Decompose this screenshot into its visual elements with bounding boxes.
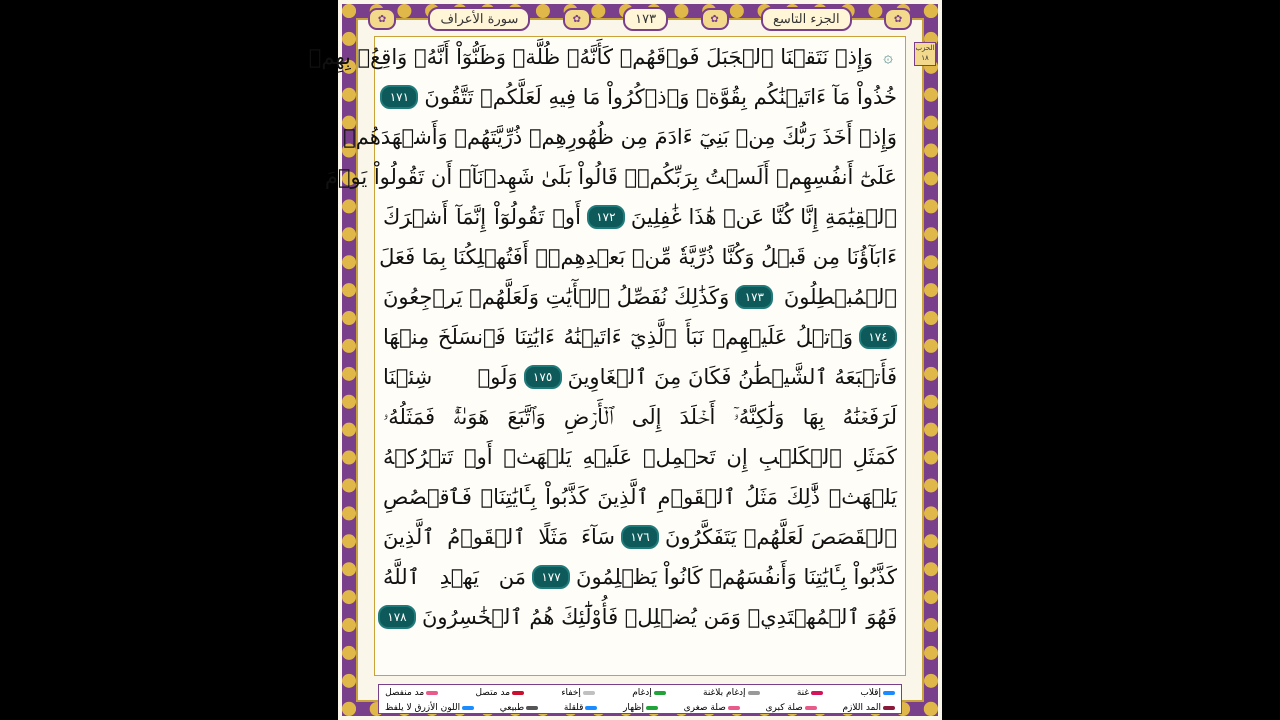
verse-text: كَذَّبُواْ بِـَٔايَٰتِنَا وَأَنفُسَهُمۡ كَانُواْ يَظۡلِمُونَ	[576, 565, 897, 589]
text-line	[375, 77, 905, 117]
legend-item	[385, 703, 474, 713]
text-line	[343, 117, 905, 157]
page-number: ١٧٣	[623, 7, 668, 31]
verse-text: وَكَذَٰلِكَ نُفَصِّلُ ٱلۡأٓيَٰتِ وَلَعَلَّهُمۡ يَرۡجِعُونَ	[383, 285, 730, 309]
legend-label: طبيعي	[499, 702, 525, 713]
legend-swatch	[512, 691, 524, 695]
text-line	[308, 37, 905, 77]
legend-label: إدغام	[632, 687, 652, 698]
legend-item	[842, 703, 895, 713]
ayah-number-marker: ١٧٣	[735, 285, 773, 309]
hizb-marker: الحزب ١٨	[914, 42, 936, 66]
verse-text: خُذُواْ مَآ ءَاتَيۡنَٰكُم بِقُوَّةٖ وَٱذۡكُرُواْ مَا فِيهِ لَعَلَّكُمۡ تَتَّقُونَ	[424, 85, 897, 109]
legend-swatch	[585, 706, 597, 710]
legend-item	[475, 688, 524, 698]
verse-text: عَلَىٰٓ أَنفُسِهِمۡ أَلَسۡتُ بِرَبِّكُمۡۖ قَالُواْ بَلَىٰ شَهِدۡنَآۚ أَن تَقُولُواْ يَوۡمَ	[324, 165, 897, 189]
verse-text: سَآءَ مَثَلًا ٱلۡقَوۡمُ ٱلَّذِينَ	[383, 525, 615, 549]
legend-label: إدغام بلاغنة	[703, 687, 746, 698]
legend-item	[500, 703, 538, 713]
ayah-number-marker: ١٧٦	[621, 525, 659, 549]
legend-item	[632, 688, 666, 698]
verse-text: وَإِذۡ نَتَقۡنَا ٱلۡجَبَلَ فَوۡقَهُمۡ كَأَنَّهُۥ ظُلَّةٞ وَظَنُّوٓاْ أَنَّهُۥ وَاقِعُۢ بِهِمۡ	[308, 45, 873, 69]
legend-label: إظهار	[623, 702, 644, 713]
legend-swatch	[583, 691, 595, 695]
ayah-number-marker: ١٧٢	[587, 205, 625, 229]
legend-item	[623, 703, 658, 713]
legend-swatch	[883, 691, 895, 695]
legend-swatch	[883, 706, 895, 710]
legend-swatch	[728, 706, 740, 710]
mushaf-page	[308, 0, 942, 720]
juz-label: الجزء التاسع	[761, 7, 852, 31]
verse-text: ءَابَآؤُنَا مِن قَبۡلُ وَكُنَّا ذُرِّيَّةٗ مِّنۢ بَعۡدِهِمۡۖ أَفَتُهۡلِكُنَا بِمَا فَعَلَ	[379, 245, 897, 269]
text-line	[375, 517, 905, 557]
legend-label: صلة كبرى	[765, 702, 803, 713]
legend-label: قلقلة	[563, 702, 584, 713]
verse-text: فَأَتۡبَعَهُ ٱلشَّيۡطَٰنُ فَكَانَ مِنَ ٱلۡغَاوِينَ	[567, 365, 897, 389]
tajweed-legend	[378, 684, 902, 714]
ayah-number-marker: ١٧١	[380, 85, 418, 109]
legend-label: المد اللازم	[842, 702, 881, 713]
verse-text: أَوۡ تَقُولُوٓاْ إِنَّمَآ أَشۡرَكَ	[383, 205, 581, 229]
legend-swatch	[748, 691, 760, 695]
legend-label: مد متصل	[475, 687, 511, 698]
legend-item	[684, 703, 740, 713]
text-line	[375, 277, 905, 317]
legend-swatch	[811, 691, 823, 695]
ornament-icon: ✿	[884, 8, 912, 30]
ayah-number-marker: ١٧٤	[859, 325, 897, 349]
ornament-icon: ✿	[563, 8, 591, 30]
text-line	[375, 557, 905, 597]
quran-text-area	[308, 36, 906, 676]
verse-text: مَن يَهۡدِ ٱللَّهُ	[383, 565, 527, 589]
legend-item	[703, 688, 760, 698]
legend-item	[564, 703, 598, 713]
legend-label: غنة	[796, 687, 810, 698]
text-line	[375, 357, 905, 397]
ayah-number-marker: ١٧٧	[532, 565, 570, 589]
verse-text: فَهُوَ ٱلۡمُهۡتَدِيۖ وَمَن يُضۡلِلۡ فَأُوْلَٰٓئِكَ هُمُ ٱلۡخَٰسِرُونَ	[421, 605, 897, 629]
text-line	[375, 317, 905, 357]
verse-text: وَإِذۡ أَخَذَ رَبُّكَ مِنۢ بَنِيٓ ءَادَمَ مِن ظُهُورِهِمۡ ذُرِّيَّتَهُمۡ وَأَشۡهَدَهُمۡ	[343, 125, 897, 149]
legend-label: صلة صغرى	[683, 702, 726, 713]
legend-item	[385, 688, 438, 698]
legend-label: إخفاء	[561, 687, 581, 698]
text-line	[375, 477, 905, 517]
legend-item	[860, 688, 895, 698]
text-line	[375, 597, 905, 637]
legend-swatch	[654, 691, 666, 695]
verse-text: يَلۡهَثۚ ذَّٰلِكَ مَثَلُ ٱلۡقَوۡمِ ٱلَّذِينَ كَذَّبُواْ بِـَٔايَٰتِنَاۚ فَٱقۡصُصِ	[383, 485, 897, 509]
verse-text: كَمَثَلِ ٱلۡكَلۡبِ إِن تَحۡمِلۡ عَلَيۡهِ يَلۡهَثۡ أَوۡ تَتۡرُكۡهُ	[383, 445, 897, 469]
legend-row	[379, 700, 901, 715]
legend-label: اللون الأزرق لا يلفظ	[385, 702, 461, 713]
text-line	[375, 197, 905, 237]
legend-label: مد منفصل	[385, 687, 425, 698]
legend-swatch	[526, 706, 538, 710]
page-header	[368, 6, 912, 32]
legend-row	[379, 685, 901, 700]
text-line	[375, 397, 905, 437]
legend-item	[766, 703, 817, 713]
ayah-number-marker: ١٧٥	[524, 365, 562, 389]
verse-text: وَلَوۡ شِئۡنَا	[383, 365, 518, 389]
ornament-icon: ✿	[368, 8, 396, 30]
verse-text: لَرَفَعۡنَٰهُ بِهَا وَلَٰكِنَّهُۥٓ أَخۡلَدَ إِلَى ٱلۡأَرۡضِ وَٱتَّبَعَ هَوَىٰهُۚ فَمَثَلُهُۥ	[383, 405, 897, 429]
verse-text: ٱلۡمُبۡطِلُونَ	[783, 285, 897, 309]
rub-el-hizb-icon: ۞	[883, 47, 893, 66]
legend-swatch	[805, 706, 817, 710]
legend-swatch	[426, 691, 438, 695]
text-line	[375, 237, 905, 277]
text-line	[324, 157, 905, 197]
verse-text: ٱلۡقِيَٰمَةِ إِنَّا كُنَّا عَنۡ هَٰذَا غَٰفِلِينَ	[630, 205, 897, 229]
text-line	[375, 437, 905, 477]
legend-swatch	[646, 706, 658, 710]
verse-text: ٱلۡقَصَصَ لَعَلَّهُمۡ يَتَفَكَّرُونَ	[665, 525, 897, 549]
legend-item	[797, 688, 823, 698]
legend-item	[561, 688, 595, 698]
surah-name: سورة الأعراف	[428, 7, 530, 31]
ayah-number-marker: ١٧٨	[378, 605, 416, 629]
legend-swatch	[462, 706, 474, 710]
legend-label: إقلاب	[860, 687, 881, 698]
ornament-icon: ✿	[701, 8, 729, 30]
verse-text: وَٱتۡلُ عَلَيۡهِمۡ نَبَأَ ٱلَّذِيٓ ءَاتَيۡنَٰهُ ءَايَٰتِنَا فَٱنسَلَخَ مِنۡهَا	[383, 325, 853, 349]
